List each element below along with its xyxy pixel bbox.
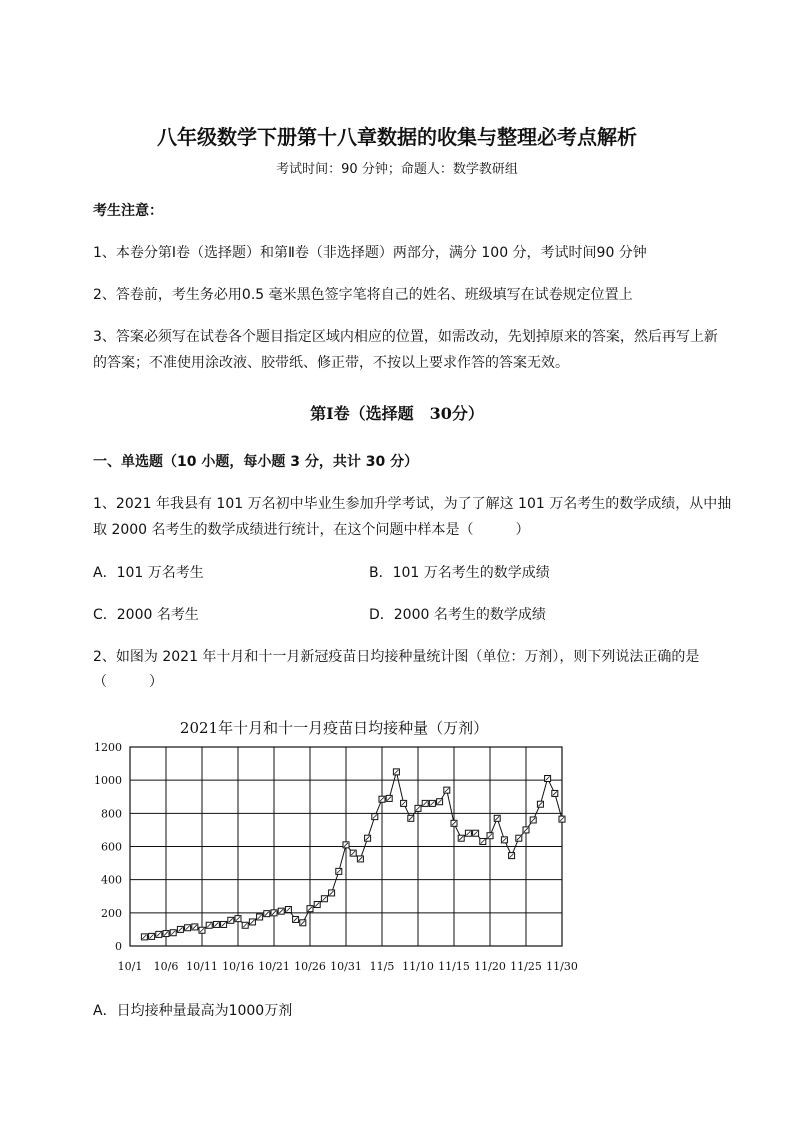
x-tick-label: 11/15 xyxy=(438,960,470,973)
y-tick-label: 600 xyxy=(101,840,122,854)
notice-heading: 考生注意： xyxy=(93,203,163,219)
notice-item: 的答案；不准使用涂改液、胶带纸、修正带，不按以上要求作答的答案无效。 xyxy=(93,355,569,371)
question-1-line1: 1、2021 年我县有 101 万名初中毕业生参加升学考试，为了了解这 101 万名考生的数学成绩，从中抽 xyxy=(93,496,732,512)
option-a: A．101 万名考生 xyxy=(93,565,204,581)
chart-svg xyxy=(85,712,595,982)
x-tick-label: 11/10 xyxy=(402,960,434,973)
notice-item: 2、答卷前，考生务必用0.5 毫米黑色签字笔将自己的姓名、班级填写在试卷规定位置上 xyxy=(93,287,633,303)
x-tick-label: 11/5 xyxy=(369,960,395,973)
x-tick-label: 10/6 xyxy=(153,960,179,973)
x-tick-label: 10/26 xyxy=(294,960,326,973)
vaccination-chart xyxy=(85,712,595,982)
option-d: D．2000 名考生的数学成绩 xyxy=(369,607,546,623)
x-tick-label: 10/16 xyxy=(222,960,254,973)
option-b: B．101 万名考生的数学成绩 xyxy=(369,565,550,581)
notice-item: 3、答案必须写在试卷各个题目指定区域内相应的位置，如需改动，先划掉原来的答案，然后再写上新 xyxy=(93,329,718,345)
x-tick-label: 11/25 xyxy=(510,960,542,973)
chart-title: 2021年十月和十一月疫苗日均接种量（万剂） xyxy=(179,719,489,737)
question-1-line2: 取 2000 名考生的数学成绩进行统计，在这个问题中样本是（ ） xyxy=(93,522,530,538)
section-title: 第Ⅰ卷（选择题 30分） xyxy=(310,404,484,423)
exam-info: 考试时间：90 分钟；命题人：数学教研组 xyxy=(276,162,518,177)
y-tick-label: 800 xyxy=(101,807,122,821)
x-tick-label: 10/21 xyxy=(258,960,290,973)
y-tick-label: 0 xyxy=(115,940,122,953)
x-tick-label: 10/1 xyxy=(117,960,143,973)
x-tick-label: 11/20 xyxy=(474,960,506,973)
question-2-option-a: A．日均接种量最高为1000万剂 xyxy=(93,1003,293,1019)
x-tick-label: 10/11 xyxy=(186,960,218,973)
page-title: 八年级数学下册第十八章数据的收集与整理必考点解析 xyxy=(157,125,637,149)
x-tick-label: 11/30 xyxy=(546,960,578,973)
notice-item: 1、本卷分第Ⅰ卷（选择题）和第Ⅱ卷（非选择题）两部分，满分 100 分，考试时间90 分钟 xyxy=(93,245,647,261)
question-2-line2: （ ） xyxy=(93,674,163,690)
part-heading: 一、单选题（10 小题，每小题 3 分，共计 30 分） xyxy=(93,454,419,470)
option-c: C．2000 名考生 xyxy=(93,607,199,623)
x-tick-label: 10/31 xyxy=(330,960,362,973)
y-tick-label: 1000 xyxy=(94,774,122,788)
y-tick-label: 200 xyxy=(101,906,122,920)
y-tick-label: 400 xyxy=(101,873,122,887)
y-tick-label: 1200 xyxy=(94,741,122,754)
question-2-line1: 2、如图为 2021 年十月和十一月新冠疫苗日均接种量统计图（单位：万剂），则下列说法正确的是 xyxy=(93,649,700,665)
